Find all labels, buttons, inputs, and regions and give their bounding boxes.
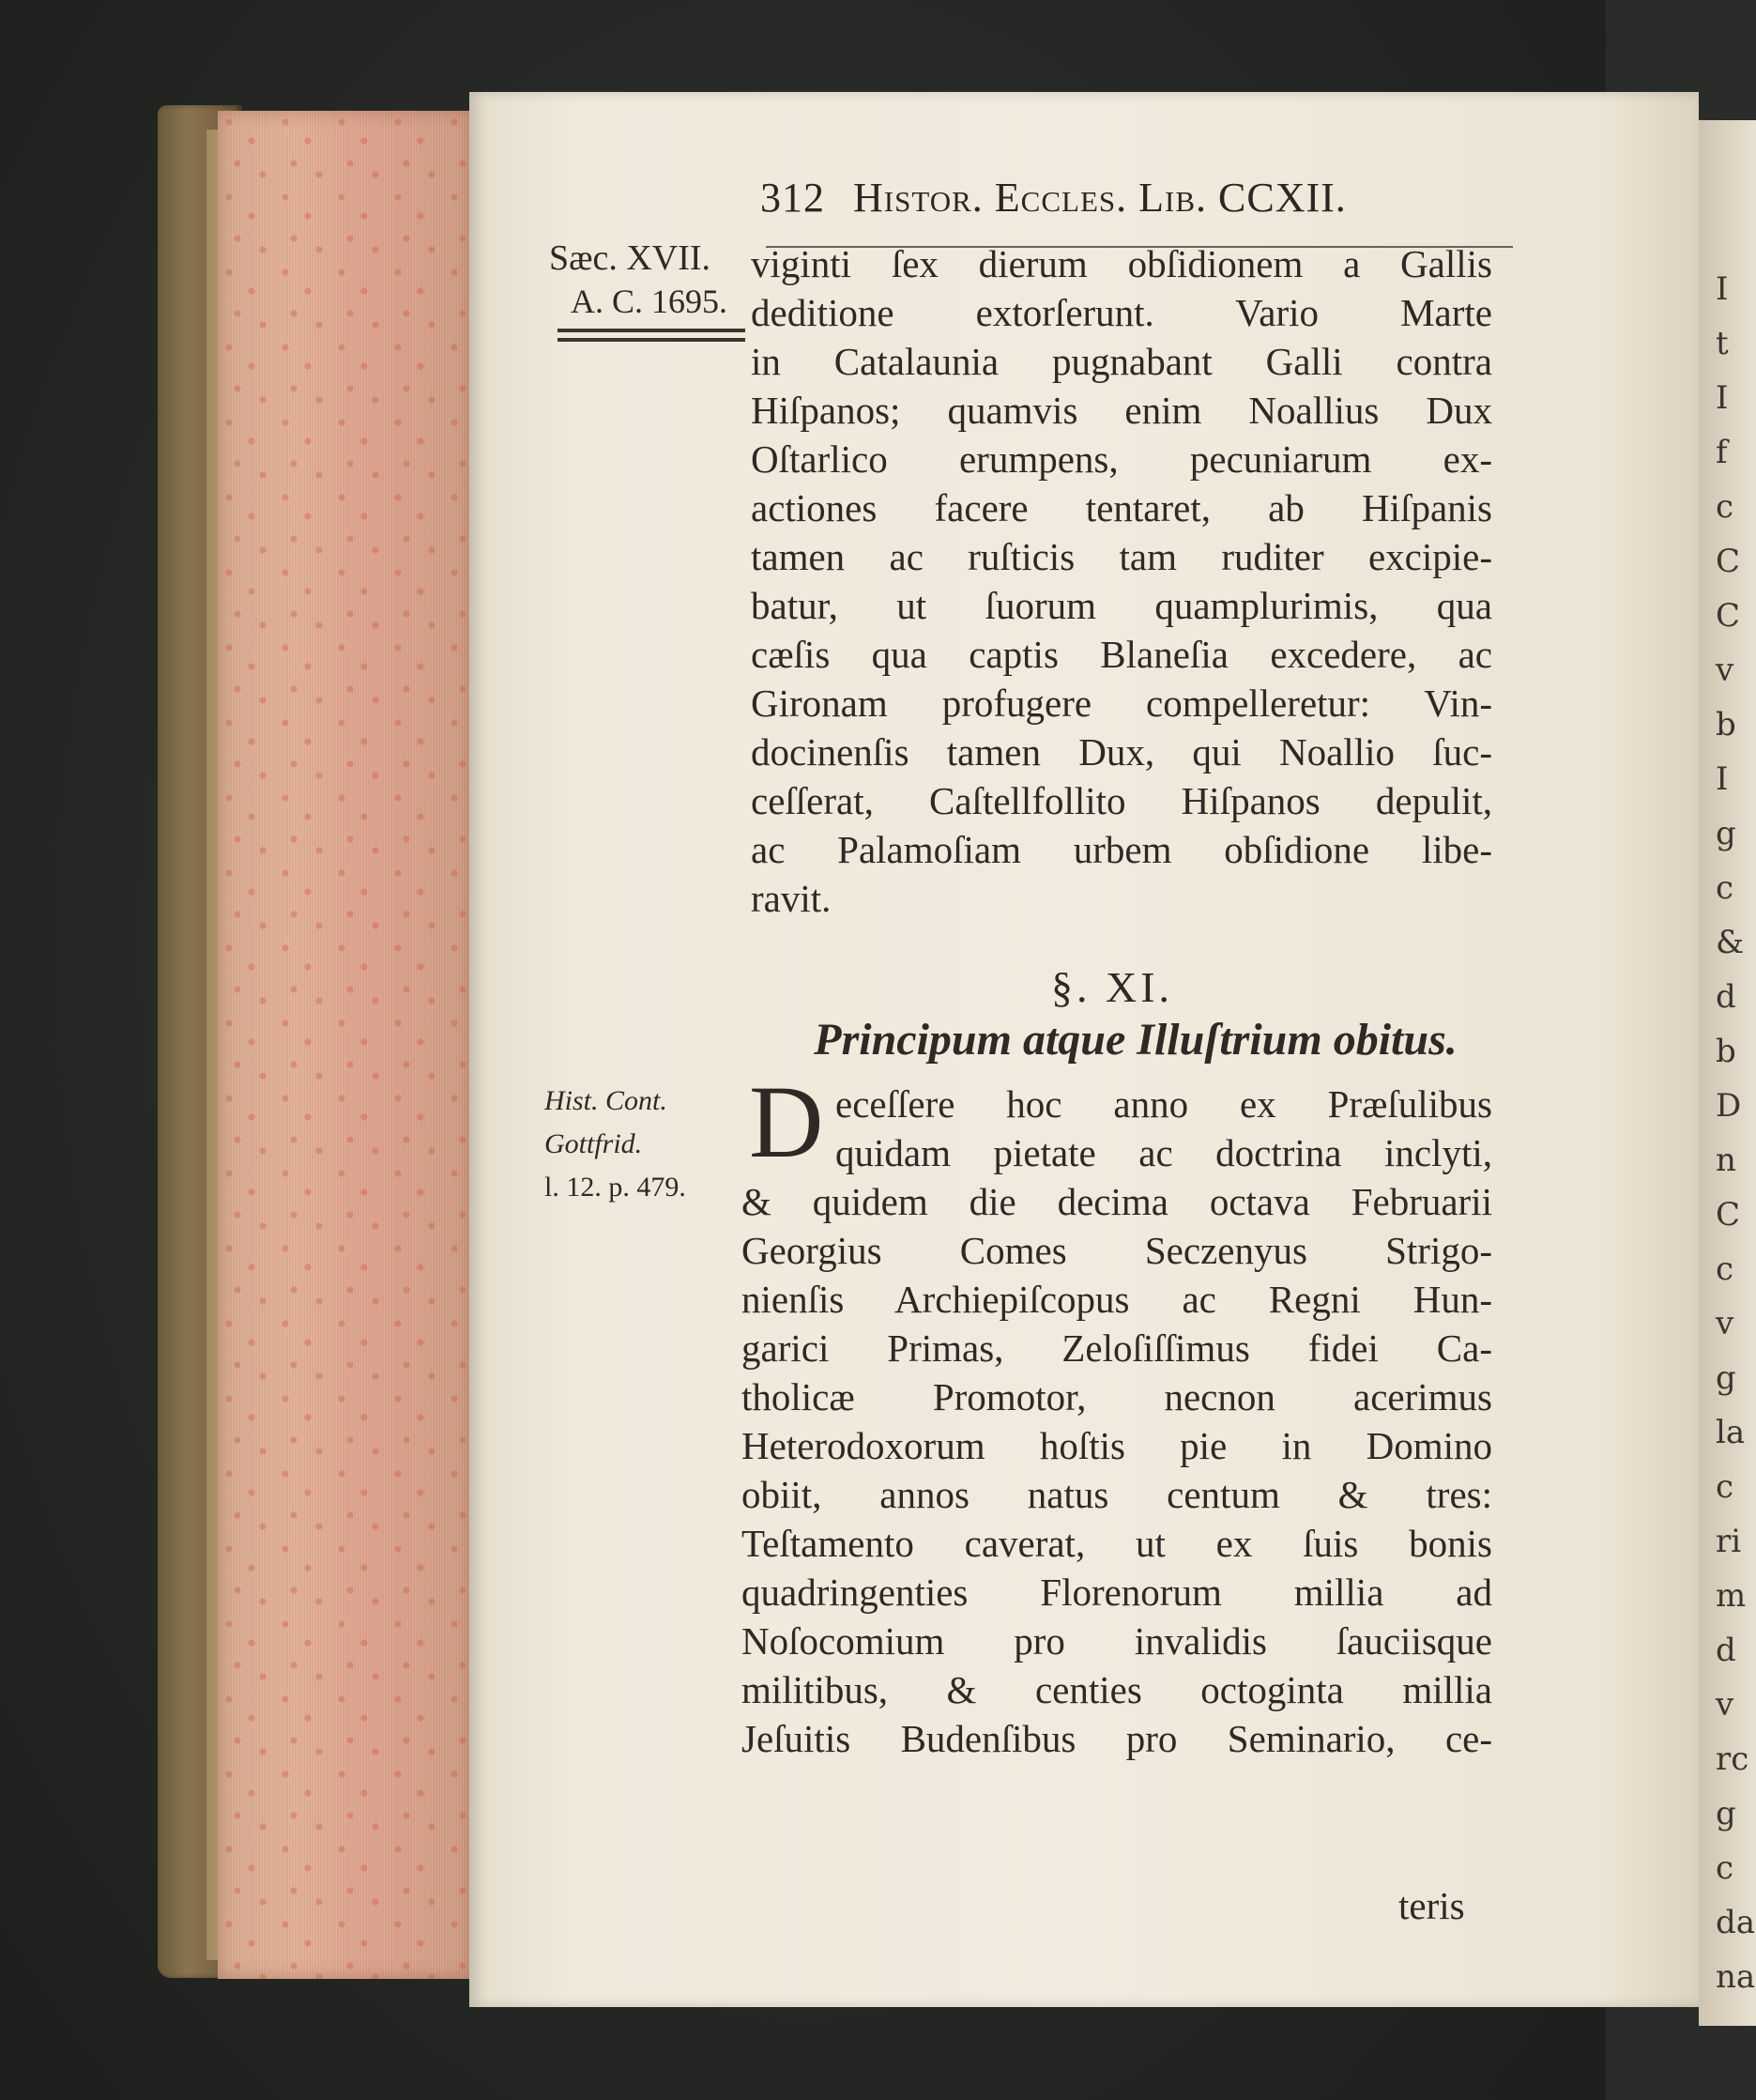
text-line: Hiſpanos; quamvis enim Noallius Dux <box>751 389 1492 432</box>
page-edges <box>218 111 471 1979</box>
margin-rule <box>557 329 745 332</box>
next-page-fragment: C <box>1716 543 1741 580</box>
text-line: Teſtamento caverat, ut ex ſuis bonis <box>741 1522 1492 1565</box>
next-page-fragment: g <box>1716 815 1736 852</box>
next-page-fragment: D <box>1716 1087 1742 1125</box>
next-page-fragment: la <box>1716 1414 1746 1451</box>
text-line: ac Palamoſiam urbem obſidione libe- <box>751 828 1492 871</box>
text-line: nienſis Archiepiſcopus ac Regni Hun- <box>741 1278 1492 1321</box>
text-line: tholicæ Promotor, necnon acerimus <box>741 1375 1492 1418</box>
right-page-edge <box>1699 120 1756 2026</box>
next-page-fragment: c <box>1716 488 1734 526</box>
next-page-fragment: v <box>1716 651 1734 689</box>
drop-cap: D <box>749 1065 824 1179</box>
next-page-fragment: b <box>1716 1033 1736 1070</box>
text-line: Georgius Comes Seczenyus Strigo- <box>741 1229 1492 1272</box>
text-line: eceſſere hoc anno ex Præſulibus <box>835 1082 1492 1126</box>
text-line: Gironam profugere compelleretur: Vin- <box>751 682 1492 725</box>
next-page-fragment: b <box>1716 706 1736 743</box>
text-line: Heterodoxorum hoſtis pie in Domino <box>741 1424 1492 1467</box>
text-line: deditione extorſerunt. Vario Marte <box>751 291 1492 334</box>
next-page-fragment: c <box>1716 869 1734 907</box>
text-line: quadringenties Florenorum millia ad <box>741 1571 1492 1614</box>
next-page-fragment: c <box>1716 1468 1734 1506</box>
margin-source-note <box>544 1080 686 1209</box>
text-line: cæſis qua captis Blaneſia excedere, ac <box>751 633 1492 676</box>
text-line: & quidem die decima octava Februarii <box>741 1180 1492 1223</box>
source-line: Gottfrid. <box>544 1128 643 1159</box>
catchword: teris <box>1398 1884 1465 1927</box>
next-page-fragment: na <box>1716 1958 1756 1996</box>
paragraph-1 <box>751 239 1492 923</box>
text-line: militibus, & centies octoginta millia <box>741 1668 1492 1711</box>
margin-saeculum: Sæc. XVII. <box>549 238 711 278</box>
text-line: ravit. <box>751 877 832 920</box>
next-page-fragment: da <box>1716 1904 1756 1941</box>
running-title: Histor. Eccles. Lib. CCXII. <box>853 175 1347 221</box>
text-line: Oſtarlico erumpens, pecuniarum ex- <box>751 437 1492 481</box>
text-line: Noſocomium pro invalidis ſauciisque <box>741 1619 1492 1663</box>
text-line: garici Primas, Zeloſiſſimus fidei Ca- <box>741 1326 1492 1370</box>
next-page-fragment: C <box>1716 1196 1741 1234</box>
text-line: obiit, annos natus centum & tres: <box>741 1473 1492 1516</box>
next-page-fragment: t <box>1716 325 1729 362</box>
next-page-fragment: I <box>1716 760 1729 798</box>
next-page-fragment: m <box>1716 1577 1747 1615</box>
section-title: Principum atque Illuſtrium obitus. <box>814 1015 1458 1065</box>
text-line: quidam pietate ac doctrina inclyti, <box>835 1131 1492 1174</box>
next-page-fragment: rc <box>1716 1740 1749 1778</box>
text-line: actiones facere tentaret, ab Hiſpanis <box>751 486 1492 529</box>
source-line: Hist. Cont. <box>544 1085 667 1116</box>
next-page-fragment: & <box>1716 924 1745 961</box>
next-page-fragment: g <box>1716 1795 1736 1832</box>
next-page-fragment: v <box>1716 1305 1734 1342</box>
paragraph-2 <box>741 1080 1492 1763</box>
next-page-fragment: d <box>1716 1632 1736 1669</box>
next-page-fragment: g <box>1716 1359 1736 1397</box>
text-line: batur, ut ſuorum quamplurimis, qua <box>751 584 1492 627</box>
text-line: ceſſerat, Caſtellfollito Hiſpanos depulit, <box>751 779 1492 822</box>
text-line: tamen ac ruſticis tam ruditer excipie- <box>751 535 1492 578</box>
text-line: in Catalaunia pugnabant Galli contra <box>751 340 1492 383</box>
next-page-fragment: ri <box>1716 1523 1742 1560</box>
margin-year: A. C. 1695. <box>571 283 728 320</box>
next-page-fragment: f <box>1716 434 1728 471</box>
next-page-fragment: C <box>1716 597 1741 635</box>
next-page-fragment: n <box>1716 1142 1736 1179</box>
margin-rule <box>557 338 745 342</box>
next-page-fragment: c <box>1716 1849 1734 1887</box>
next-page-fragment: v <box>1716 1686 1734 1724</box>
text-line: Jeſuitis Budenſibus pro Seminario, ce- <box>741 1717 1492 1760</box>
running-header <box>760 174 1474 222</box>
section-number: §. XI. <box>1051 963 1174 1011</box>
page-number: 312 <box>760 175 825 221</box>
next-page-fragment: c <box>1716 1250 1734 1288</box>
text-line: docinenſis tamen Dux, qui Noallio ſuc- <box>751 730 1492 774</box>
next-page-fragment: I <box>1716 379 1729 417</box>
next-page-fragment: d <box>1716 978 1736 1016</box>
next-page-fragment: I <box>1716 270 1729 308</box>
source-line: l. 12. p. 479. <box>544 1172 686 1203</box>
text-line: viginti ſex dierum obſidionem a Gallis <box>751 242 1492 285</box>
